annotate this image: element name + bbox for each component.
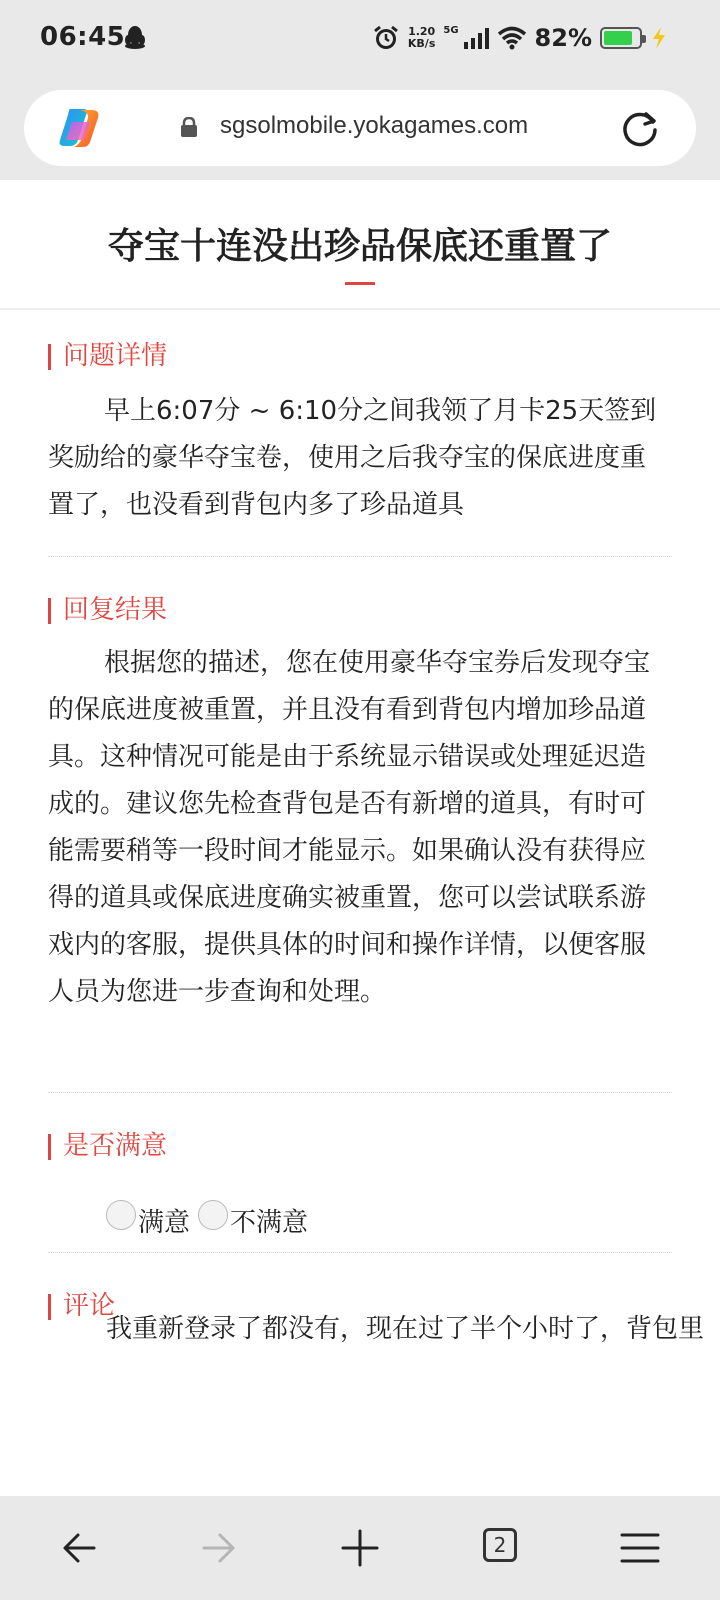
satisfaction-options: [106, 1202, 316, 1239]
browser-toolbar: [0, 78, 720, 180]
network-speed-value: 1.20: [408, 25, 436, 38]
qq-penguin-icon: [124, 24, 146, 50]
url-text[interactable]: sgsolmobile.yokagames.com: [220, 112, 529, 139]
tabs-button[interactable]: 2: [483, 1528, 517, 1562]
network-speed: [408, 26, 435, 50]
satisfied-label[interactable]: 满意: [138, 1208, 191, 1238]
title-divider: [0, 308, 720, 310]
reload-icon[interactable]: [620, 108, 660, 148]
comment-section-label: 评论: [48, 1294, 115, 1320]
satisfied-radio[interactable]: [106, 1200, 136, 1230]
menu-icon[interactable]: [618, 1526, 662, 1570]
title-underline: [345, 282, 375, 285]
unsatisfied-label[interactable]: 不满意: [230, 1208, 309, 1238]
alarm-icon: [372, 24, 400, 52]
address-bar[interactable]: [24, 90, 696, 166]
battery-tip: [642, 35, 646, 43]
section-divider: [48, 1252, 672, 1253]
battery-icon: [600, 27, 642, 49]
status-icons: [372, 20, 668, 56]
forward-arrow-icon[interactable]: [196, 1526, 240, 1570]
section-divider: [48, 1092, 672, 1093]
question-section-label: 问题详情: [48, 344, 167, 370]
lock-icon: [180, 117, 198, 137]
satisfaction-section-label: 是否满意: [48, 1134, 167, 1160]
unsatisfied-radio[interactable]: [198, 1200, 228, 1230]
section-divider: [48, 556, 672, 557]
question-body: 早上6:07分 ~ 6:10分之间我领了月卡25天签到奖励给的豪华夺宝卷，使用之后我夺宝的保底进度重置了，也没看到背包内多了珍品道具: [48, 396, 657, 520]
network-type: 5G: [443, 24, 459, 36]
page-title: 夺宝十连没出珍品保底还重置了: [107, 226, 612, 267]
bottom-navigation: [0, 1496, 720, 1600]
new-tab-plus-icon[interactable]: [338, 1526, 382, 1570]
page-content[interactable]: [0, 180, 720, 1496]
charging-icon: [650, 26, 668, 50]
signal-icon: [463, 27, 489, 49]
status-bar: [0, 0, 720, 78]
back-arrow-icon[interactable]: [58, 1526, 102, 1570]
status-time: 06:45: [40, 22, 126, 52]
comment-body: 我重新登录了都没有，现在过了半个小时了，背包里: [106, 1314, 705, 1344]
wifi-icon: [497, 26, 527, 50]
reply-body: 根据您的描述，您在使用豪华夺宝券后发现夺宝的保底进度被重置，并且没有看到背包内增加珍品道具。这种情况可能是由于系统显示错误或处理延迟造成的。建议您先检查背包是否有新增的道具，有时可能需要稍等一段时间才能显示。如果确认没有获得应得的道具或保底进度确实被重置，您可以尝试联系游戏内的客服，提供具体的时间和操作详情，以便客服人员为您进一步查询和处理。: [48, 648, 651, 1007]
battery-percent: 82%: [534, 24, 592, 52]
copilot-icon[interactable]: [56, 106, 102, 150]
network-speed-unit: KB/s: [407, 37, 436, 50]
battery-level: [604, 31, 632, 45]
reply-section-label: 回复结果: [48, 598, 167, 624]
